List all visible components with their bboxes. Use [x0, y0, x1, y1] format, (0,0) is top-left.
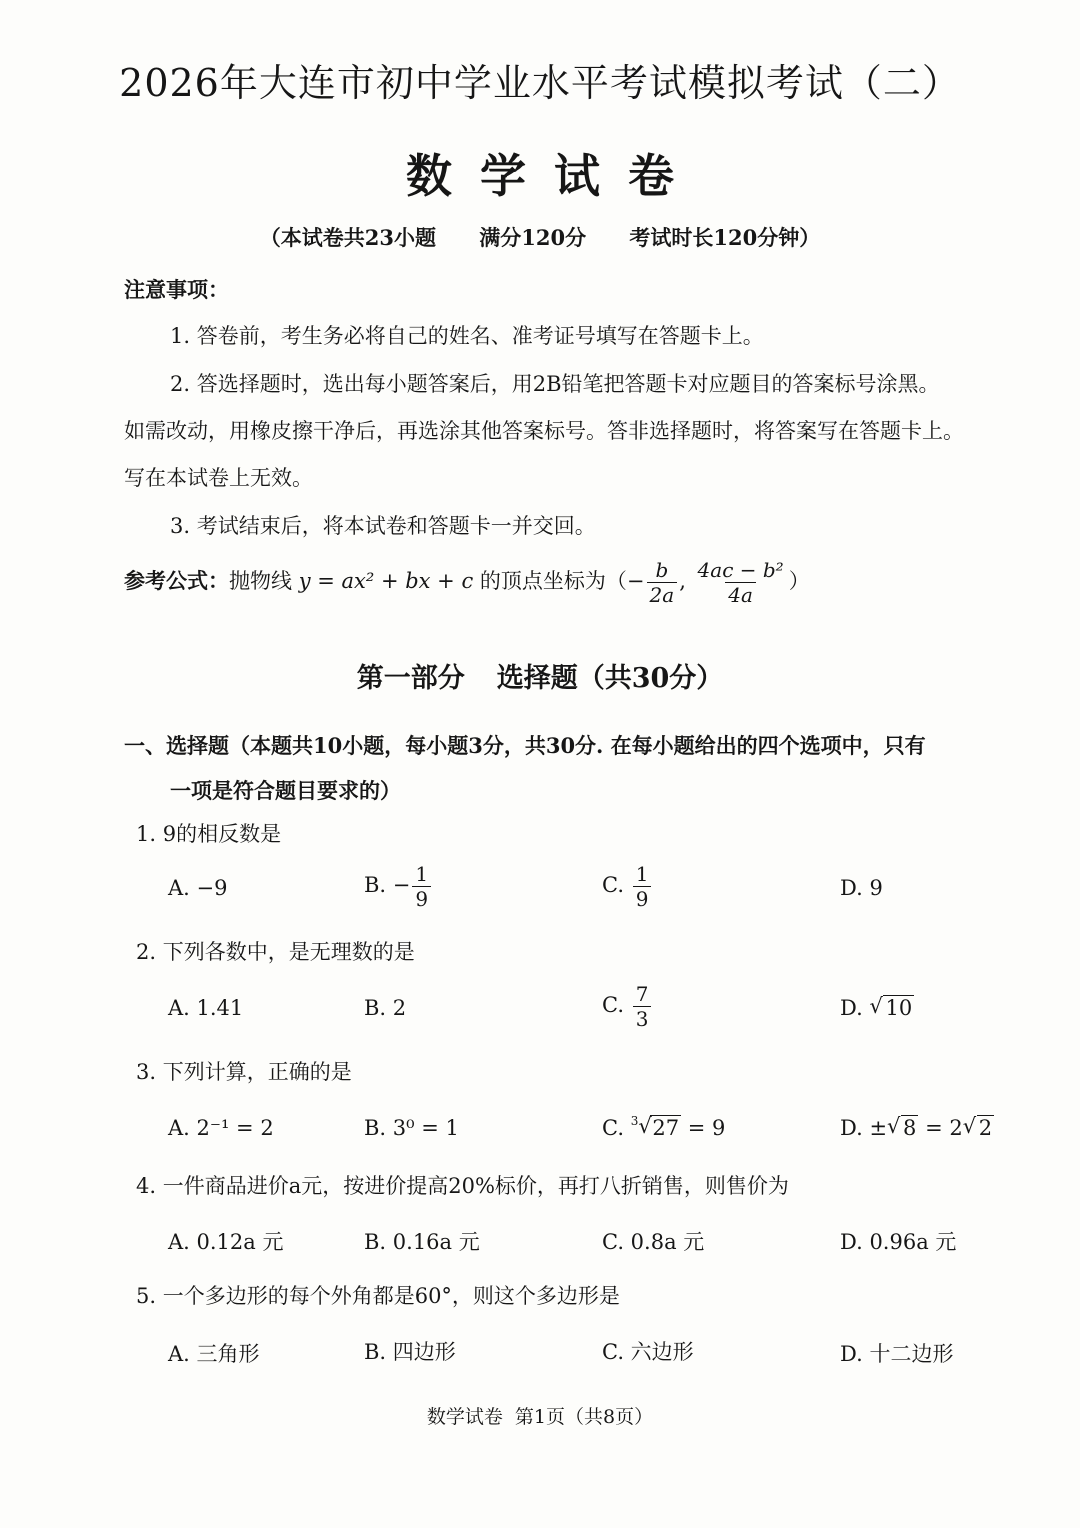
vertex-y-fraction: $\frac{\text{4ac − b²}}{4a}$: [697, 558, 784, 607]
footer-page: 第1页（共8页）: [514, 1406, 654, 1428]
option-d: D. 9: [840, 876, 883, 900]
subject-title: 数学试卷: [406, 149, 702, 203]
notes-heading: 注意事项：: [124, 277, 229, 302]
question-stem: 4. 一件商品进价a元，按进价提高20%标价，再打八折销售，则售价为: [136, 1174, 789, 1198]
option-c: C. $^3$ √ 27 = 9: [602, 1114, 726, 1140]
reference-formula: 参考公式：抛物线 y = ax² + bx + c 的顶点坐标为（− $\frac{b}{2a}$ , $\frac{\text{4ac − b²}}{4a}$ ）: [124, 558, 810, 607]
option-c: C. $\frac{1}{9}$: [602, 862, 653, 911]
note-item-2-end: 写在本试卷上无效。: [124, 466, 313, 490]
formula-text: 抛物线: [229, 569, 292, 593]
option-a: A. 0.12a 元: [168, 1230, 284, 1254]
group-instruction-cont: 一项是符合题目要求的）: [170, 778, 401, 803]
option-c: C. 六边形: [602, 1340, 694, 1364]
question-stem: 5. 一个多边形的每个外角都是60°，则这个多边形是: [136, 1284, 620, 1308]
section-heading: [0, 656, 1080, 695]
exam-title: 2026年大连市初中学业水平考试模拟考试（二）: [119, 61, 961, 105]
parabola-equation: y = ax² + bx + c: [298, 569, 474, 593]
section-name: 选择题（共30分）: [496, 663, 724, 694]
footer-subject: 数学试卷: [426, 1406, 503, 1428]
note-item-2-cont: 如需改动，用橡皮擦干净后，再选涂其他答案标号。答非选择题时，将答案写在答题卡上。: [124, 419, 964, 443]
option-d: D. 十二边形: [840, 1342, 954, 1366]
question-count: （本试卷共23小题: [259, 225, 436, 250]
section-part: 第一部分: [356, 663, 465, 694]
note-item-3: 3. 考试结束后，将本试卷和答题卡一并交回。: [170, 514, 596, 538]
option-b: B. 2: [364, 996, 407, 1020]
full-score: 满分120分: [479, 225, 587, 250]
option-b: B. − $\frac{1}{9}$: [364, 862, 433, 911]
option-a: A. −9: [168, 876, 228, 900]
question-stem: 3. 下列计算，正确的是: [136, 1060, 352, 1084]
formula-label: 参考公式：: [124, 568, 229, 593]
option-d: D. √ 10: [840, 994, 913, 1020]
question-stem: 2. 下列各数中，是无理数的是: [136, 940, 415, 964]
exam-info: [0, 222, 1080, 252]
question-stem: 1. 9的相反数是: [136, 822, 282, 846]
option-b: B. 四边形: [364, 1340, 456, 1364]
page-footer: [0, 1402, 1080, 1429]
note-item-1: 1. 答卷前，考生务必将自己的姓名、准考证号填写在答题卡上。: [170, 324, 764, 348]
option-d: D. 0.96a 元: [840, 1230, 957, 1254]
vertex-x-fraction: $\frac{b}{2a}$: [647, 558, 678, 607]
group-instruction: 一、选择题（本题共10小题，每小题3分，共30分. 在每小题给出的四个选项中，只有: [124, 733, 926, 758]
option-a: A. 1.41: [168, 996, 244, 1020]
option-b: B. 3⁰ = 1: [364, 1116, 459, 1140]
option-b: B. 0.16a 元: [364, 1230, 480, 1254]
option-a: A. 2⁻¹ = 2: [168, 1116, 274, 1140]
exam-duration: 考试时长120分钟）: [629, 225, 821, 250]
option-c: C. $\frac{7}{3}$: [602, 982, 653, 1031]
option-c: C. 0.8a 元: [602, 1230, 705, 1254]
option-d: D. ± √ 8 = 2 √ 2: [840, 1114, 993, 1140]
note-item-2: 2. 答选择题时，选出每小题答案后，用2B铅笔把答题卡对应题目的答案标号涂黑。: [170, 372, 940, 396]
formula-text-2: 的顶点坐标为（: [479, 569, 627, 593]
option-a: A. 三角形: [168, 1342, 260, 1366]
